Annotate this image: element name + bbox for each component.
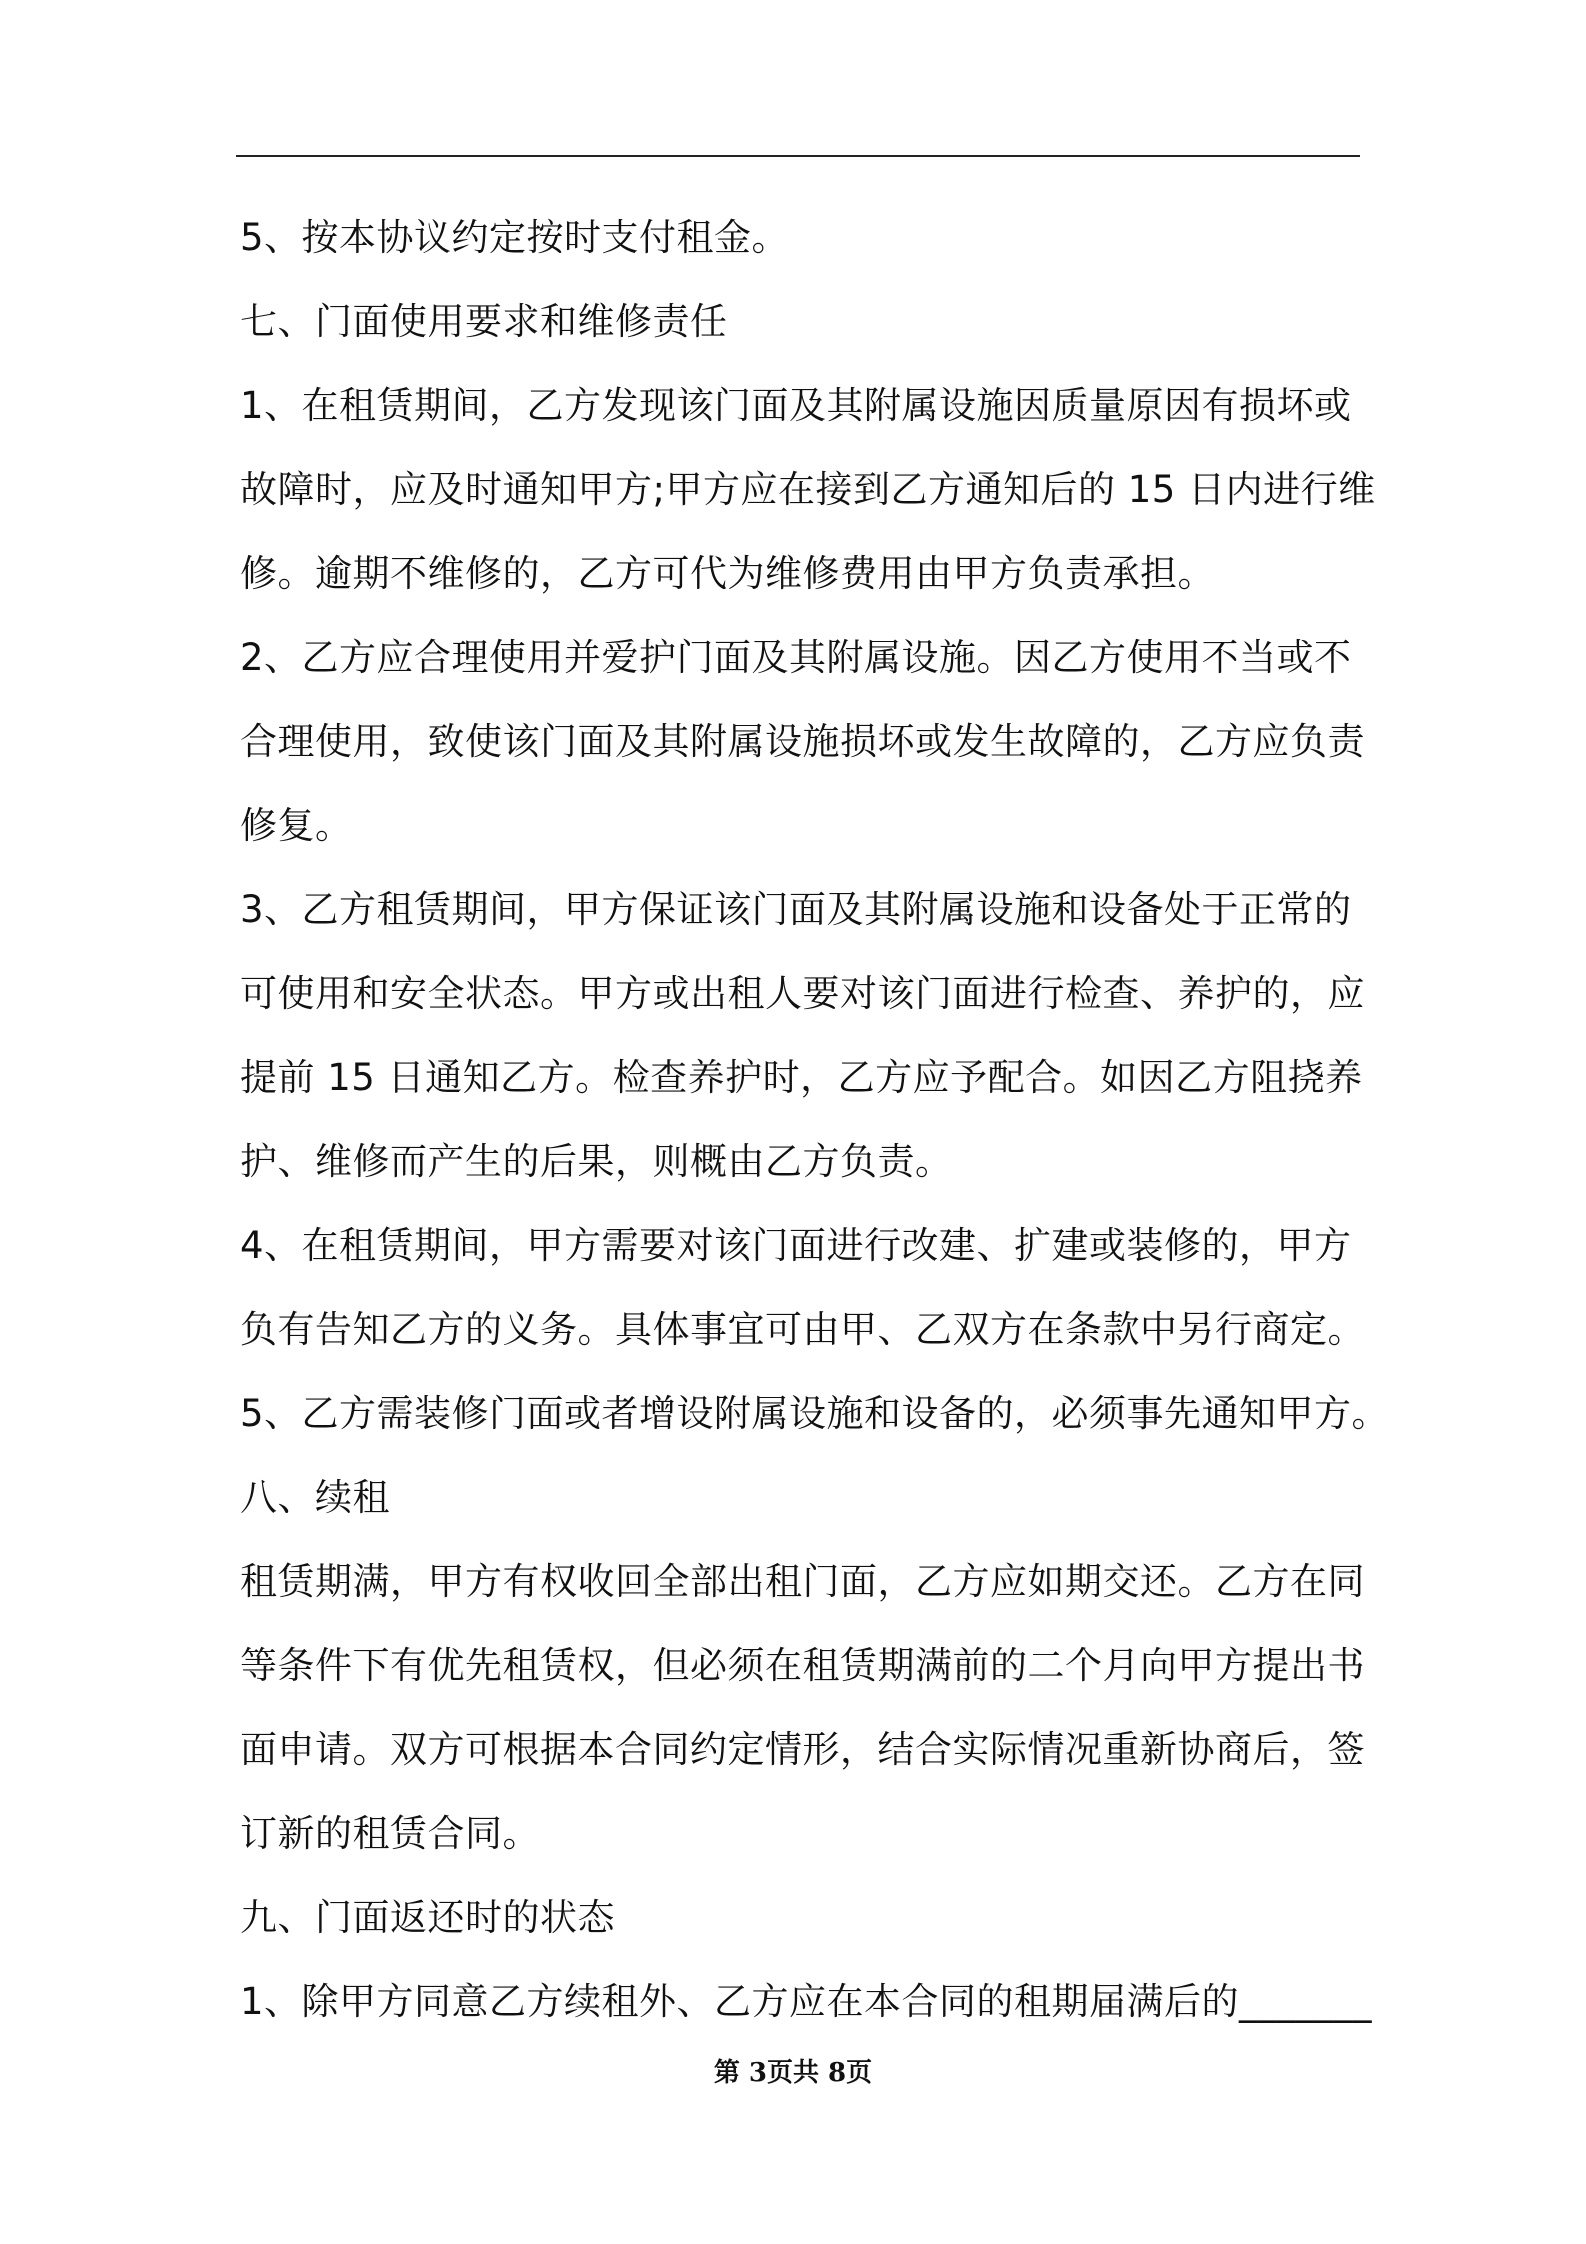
text-line: 提前 15 日通知乙方。检查养护时，乙方应予配合。如因乙方阻挠养 bbox=[240, 1056, 1363, 1099]
text-line: 修。逾期不维修的，乙方可代为维修费用由甲方负责承担。 bbox=[240, 552, 1215, 595]
text-line: 4、在租赁期间，甲方需要对该门面进行改建、扩建或装修的，甲方 bbox=[240, 1224, 1352, 1267]
text-line: 修复。 bbox=[240, 804, 353, 847]
text-line: 1、除甲方同意乙方续租外、乙方应在本合同的租期届满后的_______ bbox=[240, 1980, 1373, 2023]
text-line: 故障时，应及时通知甲方;甲方应在接到乙方通知后的 15 日内进行维 bbox=[240, 468, 1376, 511]
text-line: 5、乙方需装修门面或者增设附属设施和设备的，必须事先通知甲方。 bbox=[240, 1392, 1390, 1435]
text-line: 面申请。双方可根据本合同约定情形，结合实际情况重新协商后，签 bbox=[240, 1728, 1365, 1771]
document-body bbox=[240, 196, 1390, 2044]
text-line: 订新的租赁合同。 bbox=[240, 1812, 540, 1855]
text-line: 等条件下有优先租赁权，但必须在租赁期满前的二个月向甲方提出书 bbox=[240, 1644, 1365, 1687]
text-line: 护、维修而产生的后果，则概由乙方负责。 bbox=[240, 1140, 953, 1183]
text-line: 合理使用，致使该门面及其附属设施损坏或发生故障的，乙方应负责 bbox=[240, 720, 1365, 763]
section-heading: 九、门面返还时的状态 bbox=[240, 1896, 615, 1939]
text-line: 2、乙方应合理使用并爱护门面及其附属设施。因乙方使用不当或不 bbox=[240, 636, 1352, 679]
page-footer: 第 3页共 8页 bbox=[713, 2058, 873, 2088]
header-rule bbox=[236, 155, 1360, 157]
text-line: 1、在租赁期间，乙方发现该门面及其附属设施因质量原因有损坏或 bbox=[240, 384, 1352, 427]
text-line: 租赁期满，甲方有权收回全部出租门面，乙方应如期交还。乙方在同 bbox=[240, 1560, 1365, 1603]
text-line: 5、按本协议约定按时支付租金。 bbox=[240, 216, 790, 259]
text-line: 3、乙方租赁期间，甲方保证该门面及其附属设施和设备处于正常的 bbox=[240, 888, 1352, 931]
section-heading: 七、门面使用要求和维修责任 bbox=[240, 300, 728, 343]
text-line: 可使用和安全状态。甲方或出租人要对该门面进行检查、养护的，应 bbox=[240, 972, 1365, 1015]
section-heading: 八、续租 bbox=[240, 1476, 390, 1519]
text-line: 负有告知乙方的义务。具体事宜可由甲、乙双方在条款中另行商定。 bbox=[240, 1308, 1365, 1351]
